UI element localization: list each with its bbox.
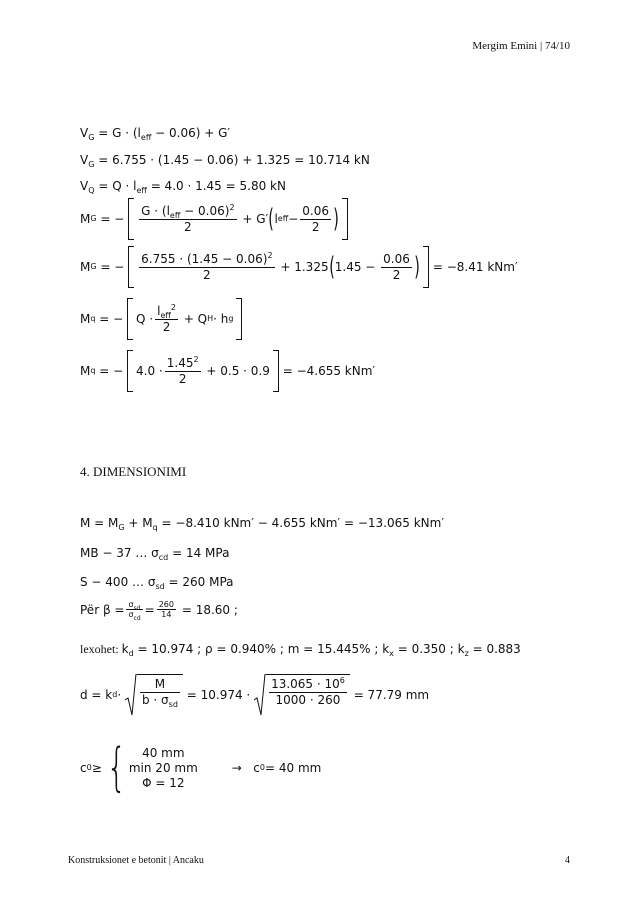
- equation-effective-depth: d = k d · $\frac{M}{b \cdot \sigma_{sd}}$ = 10.974 · $\frac{13.065 \cdot 10^6}{1000 \cdot 260}$ = 77.79 mm: [80, 674, 429, 716]
- equation-steel-strength: S − 400 … $\sigma_{sd} = 260$ MPa: [80, 575, 234, 591]
- equation-mq-formula: M q = − Q · $\frac{l_{eff}^2}{2}$ + Q H · h g: [80, 298, 242, 340]
- page-number: 4: [565, 855, 570, 866]
- equation-mq-value: M q = − 4.0 · $\frac{1.45^2}{2}$ + 0.5 · 0.9 = −4.655 kNm′: [80, 350, 375, 392]
- section-heading: 4. DIMENSIONIMI: [80, 464, 187, 479]
- equation-vq: $V_Q = Q \cdot l_{eff} = 4.0 \cdot 1.45 = 5.80$ kN: [80, 179, 286, 195]
- equation-total-moment: $M = M_G + M_q = -8.410$ kNm′ − 4.655 kNm′ = −13.065 kNm′: [80, 516, 445, 532]
- equation-beta: Për β = $\frac{\sigma_{sd}}{\sigma_{cd}}$ = $\frac{260}{14}$ = 18.60 ;: [80, 600, 238, 622]
- footer-title: Konstruksionet e betonit | Ancaku: [68, 855, 204, 866]
- equation-cover: c 0 ≥ { 40 mm min 20 mm Φ = 12 → c 0 = 40 mm: [80, 738, 322, 798]
- equation-vg-formula: $V_G = G \cdot (l_{eff} - 0.06) + G'$: [80, 126, 231, 142]
- equation-mg-formula: M G = − $\frac{G \cdot (l_{eff} - 0.06)^2}{2}$ + G′ ( l eff − $\frac{0.06}{2}$ ): [80, 198, 348, 240]
- equation-mg-value: M G = − $\frac{6.755 \cdot (1.45 - 0.06)^2}{2}$ + 1.325 ( 1.45 − $\frac{0.06}{2}$ ) = −8.41 kNm′: [80, 246, 518, 288]
- equation-concrete-strength: MB − 37 … $\sigma_{cd} = 14$ MPa: [80, 546, 230, 562]
- equation-vg-value: $V_G = 6.755 \cdot (1.45 - 0.06) + 1.325 = 10.714$ kN: [80, 153, 370, 169]
- page-header: Mergim Emini | 74/10: [472, 40, 570, 52]
- equation-table-lookup: lexohet: $k_d = 10.974$ ; ρ = 0.940% ; m = 15.445% ; $k_x = 0.350$ ; $k_z = 0.883$: [80, 642, 521, 658]
